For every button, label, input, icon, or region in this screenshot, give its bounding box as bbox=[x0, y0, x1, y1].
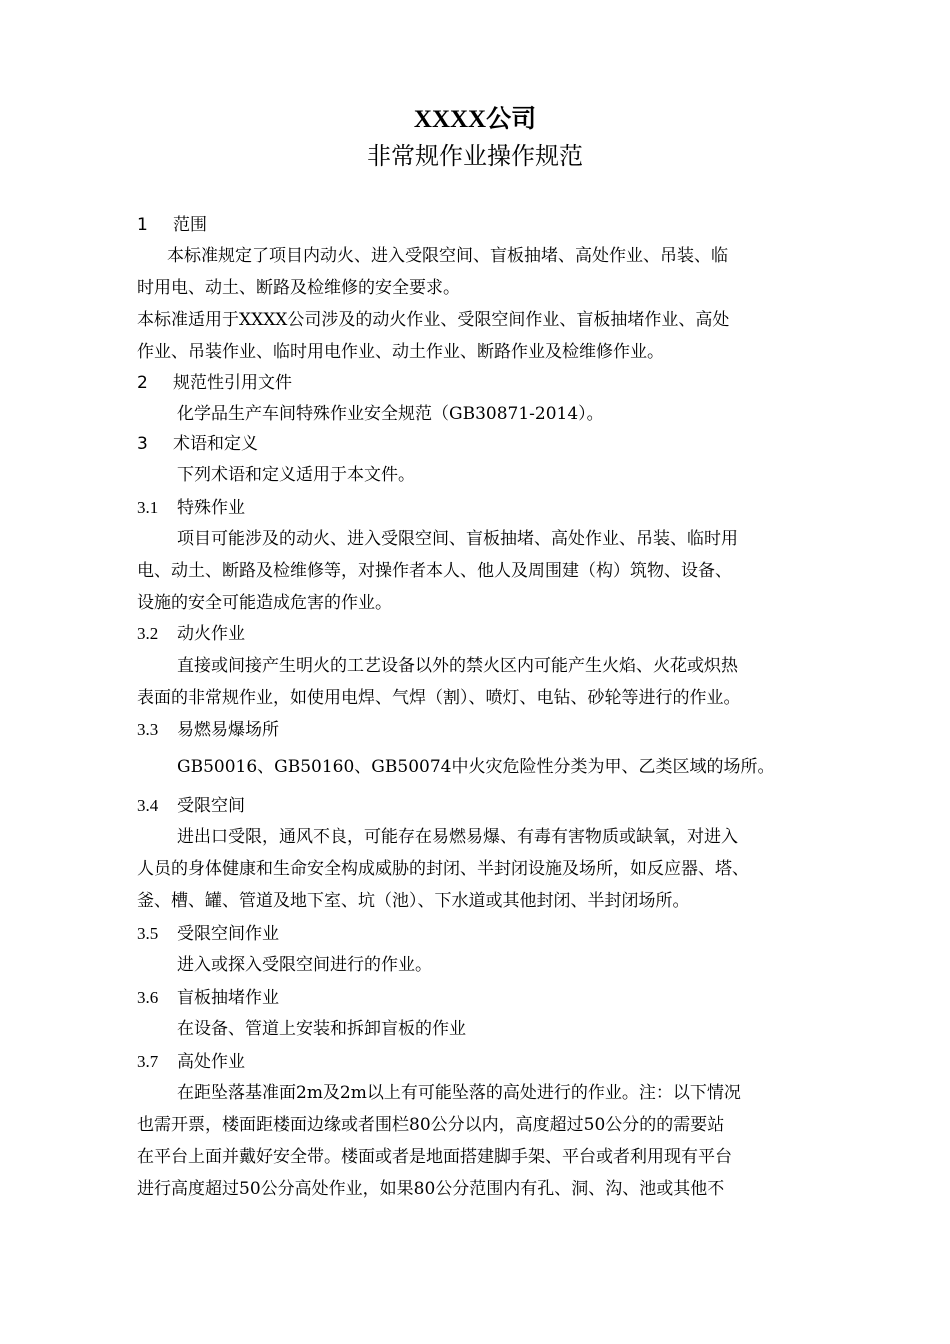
section-title: 盲板抽堵作业 bbox=[177, 988, 279, 1008]
paragraph-line: 表面的非常规作业，如使用电焊、气焊（割）、喷灯、电钻、砂轮等进行的作业。 bbox=[137, 688, 741, 708]
section-number: 3.4 bbox=[137, 796, 159, 815]
section-heading-2 bbox=[137, 371, 292, 395]
paragraph-line: 直接或间接产生明火的工艺设备以外的禁火区内可能产生火焰、火花或炽热 bbox=[177, 656, 738, 676]
paragraph-line: 釜、槽、罐、管道及地下室、坑（池）、下水道或其他封闭、半封闭场所。 bbox=[137, 891, 690, 911]
section-title: 受限空间 bbox=[177, 796, 245, 816]
section-number: 3.2 bbox=[137, 624, 159, 643]
section-title: 范围 bbox=[173, 215, 207, 235]
paragraph-line: 本标准适用于XXXX公司涉及的动火作业、受限空间作业、盲板抽堵作业、高处 bbox=[137, 310, 730, 330]
paragraph-line: 在设备、管道上安装和拆卸盲板的作业 bbox=[177, 1019, 466, 1039]
section-heading-1 bbox=[137, 213, 207, 237]
section-number: 3.1 bbox=[137, 498, 159, 517]
section-heading-3-6 bbox=[137, 986, 279, 1010]
section-heading-3-7 bbox=[137, 1050, 245, 1074]
section-title: 特殊作业 bbox=[177, 498, 245, 518]
paragraph-line: 下列术语和定义适用于本文件。 bbox=[177, 465, 415, 485]
section-number: 1 bbox=[137, 215, 148, 235]
paragraph-line: 进出口受限，通风不良，可能存在易燃易爆、有毒有害物质或缺氧，对进入 bbox=[177, 827, 738, 847]
paragraph-line: 在平台上面并戴好安全带。楼面或者是地面搭建脚手架、平台或者利用现有平台 bbox=[137, 1147, 732, 1167]
section-heading-3-4 bbox=[137, 794, 245, 818]
section-number: 3.7 bbox=[137, 1052, 159, 1071]
section-number: 3 bbox=[137, 434, 148, 454]
paragraph-line: 设施的安全可能造成危害的作业。 bbox=[137, 593, 392, 613]
section-heading-3-2 bbox=[137, 622, 245, 646]
section-title: 规范性引用文件 bbox=[173, 373, 292, 393]
section-heading-3-1 bbox=[137, 496, 245, 520]
paragraph-line: 进行高度超过50公分高处作业，如果80公分范围内有孔、洞、沟、池或其他不 bbox=[137, 1179, 725, 1199]
paragraph-line: 在距坠落基准面2m及2m以上有可能坠落的高处进行的作业。注：以下情况 bbox=[177, 1083, 741, 1103]
document-title-company: XXXX公司 bbox=[413, 106, 537, 133]
section-number: 3.5 bbox=[137, 924, 159, 943]
paragraph-line: GB50016、GB50160、GB50074中火灾危险性分类为甲、乙类区域的场所。 bbox=[177, 757, 775, 777]
section-number: 3.3 bbox=[137, 720, 159, 739]
paragraph-line: 本标准规定了项目内动火、进入受限空间、盲板抽堵、高处作业、吊装、临 bbox=[167, 246, 728, 266]
paragraph-line: 也需开票，楼面距楼面边缘或者围栏80公分以内，高度超过50公分的的需要站 bbox=[137, 1115, 725, 1135]
section-number: 3.6 bbox=[137, 988, 159, 1007]
section-title: 受限空间作业 bbox=[177, 924, 279, 944]
paragraph-line: 进入或探入受限空间进行的作业。 bbox=[177, 955, 432, 975]
paragraph-line: 化学品生产车间特殊作业安全规范（GB30871-2014）。 bbox=[177, 404, 604, 424]
section-number: 2 bbox=[137, 373, 148, 393]
section-heading-3 bbox=[137, 432, 258, 456]
section-heading-3-3 bbox=[137, 718, 279, 742]
section-title: 高处作业 bbox=[177, 1052, 245, 1072]
paragraph-line: 人员的身体健康和生命安全构成威胁的封闭、半封闭设施及场所，如反应器、塔、 bbox=[137, 859, 749, 879]
document-title: 非常规作业操作规范 bbox=[367, 142, 583, 170]
section-heading-3-5 bbox=[137, 922, 279, 946]
section-title: 动火作业 bbox=[177, 624, 245, 644]
paragraph-line: 电、动土、断路及检维修等，对操作者本人、他人及周围建（构）筑物、设备、 bbox=[137, 561, 732, 581]
paragraph-line: 作业、吊装作业、临时用电作业、动土作业、断路作业及检维修作业。 bbox=[137, 342, 664, 362]
section-title: 术语和定义 bbox=[173, 434, 258, 454]
paragraph-line: 时用电、动土、断路及检维修的安全要求。 bbox=[137, 278, 460, 298]
section-title: 易燃易爆场所 bbox=[177, 720, 279, 740]
paragraph-line: 项目可能涉及的动火、进入受限空间、盲板抽堵、高处作业、吊装、临时用 bbox=[177, 529, 738, 549]
